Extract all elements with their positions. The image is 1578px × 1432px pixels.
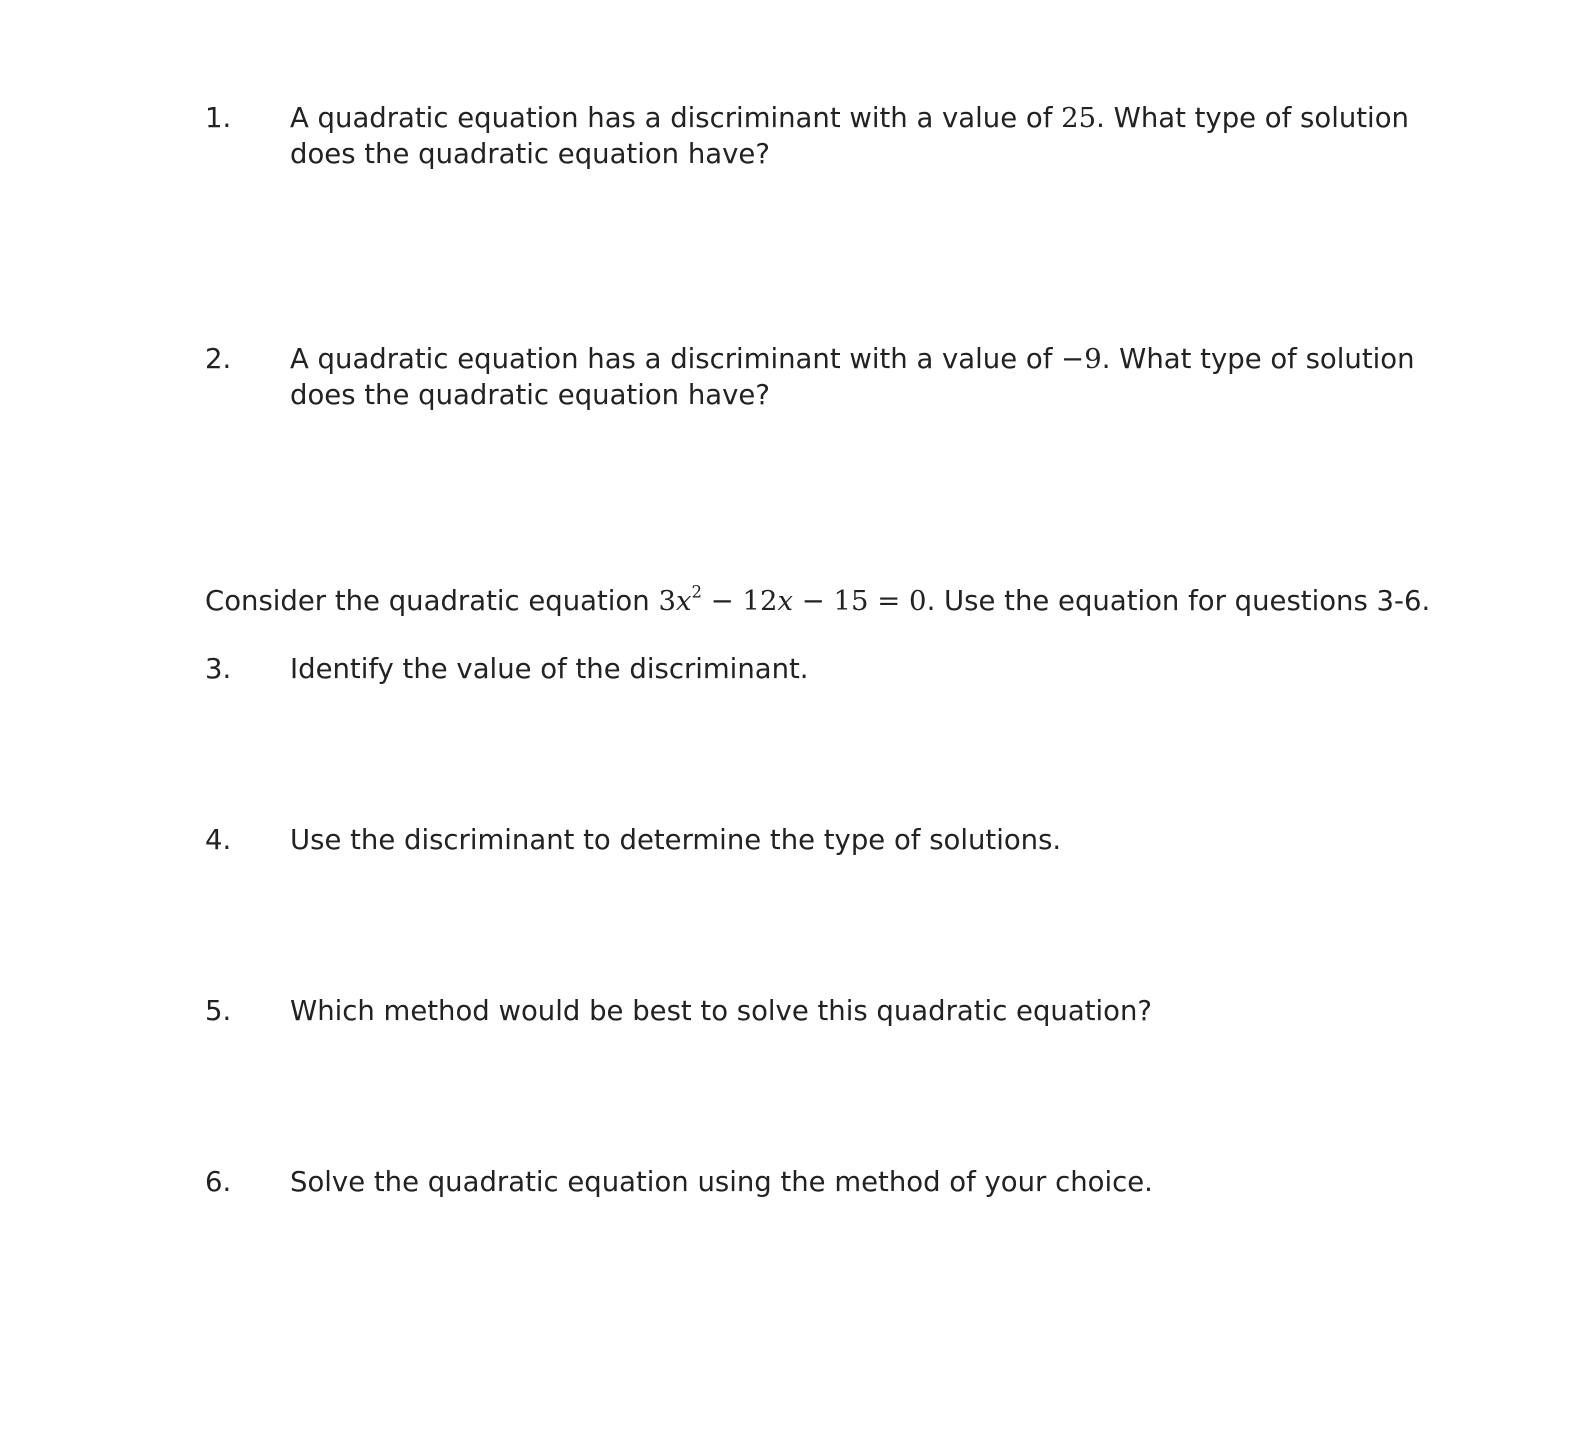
question-number: 2. bbox=[205, 343, 232, 375]
question-number: 4. bbox=[205, 824, 232, 856]
discriminant-value: −9 bbox=[1061, 343, 1102, 375]
question-3 bbox=[205, 651, 1465, 687]
question-text: A quadratic equation has a discriminant with a value of −9. What type of solution does the quadratic equation have? bbox=[290, 343, 1415, 411]
question-text: Identify the value of the discriminant. bbox=[290, 653, 809, 685]
question-1 bbox=[205, 100, 1465, 172]
question-4 bbox=[205, 822, 1465, 858]
consider-statement: Consider the quadratic equation $3x^2 - 12x - 15 = 0$. Use the equation for questions 3-6. bbox=[205, 582, 1431, 617]
question-number: 3. bbox=[205, 653, 232, 685]
question-text: Which method would be best to solve this quadratic equation? bbox=[290, 995, 1152, 1027]
question-5 bbox=[205, 993, 1465, 1029]
discriminant-value: 25 bbox=[1061, 102, 1097, 134]
question-number: 6. bbox=[205, 1166, 232, 1198]
question-number: 1. bbox=[205, 102, 232, 134]
question-6 bbox=[205, 1164, 1465, 1200]
quadratic-equation: $3x^2 - 12x - 15 = 0$ bbox=[658, 582, 927, 617]
question-text: Use the discriminant to determine the type of solutions. bbox=[290, 824, 1062, 856]
question-text: Solve the quadratic equation using the method of your choice. bbox=[290, 1166, 1153, 1198]
question-text: A quadratic equation has a discriminant with a value of 25. What type of solution does the quadratic equation have? bbox=[290, 102, 1409, 170]
question-2 bbox=[205, 341, 1465, 413]
question-number: 5. bbox=[205, 995, 232, 1027]
